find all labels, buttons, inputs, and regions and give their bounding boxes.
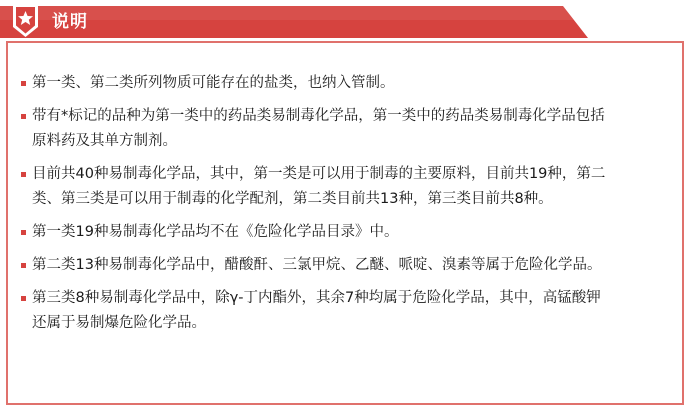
note-text: 第二类13种易制毒化学品中，醋酸酐、三氯甲烷、乙醚、哌啶、溴素等属于危险化学品。 <box>32 257 602 273</box>
note-item <box>21 71 611 96</box>
bullet-icon <box>21 81 26 86</box>
note-text: 目前共40种易制毒化学品，其中，第一类是可以用于制毒的主要原料，目前共19种，第二类、第三类是可以用于制毒的化学配剂，第二类目前共13种，第三类目前共8种。 <box>32 166 606 207</box>
bullet-icon <box>21 296 26 301</box>
bullet-icon <box>21 230 26 235</box>
notes-list <box>21 71 611 344</box>
bullet-icon <box>21 114 26 119</box>
header-title: 说明 <box>52 12 88 32</box>
note-text: 第三类8种易制毒化学品中，除γ-丁内酯外，其余7种均属于危险化学品，其中，高锰酸钾还属于易制爆危险化学品。 <box>32 290 601 331</box>
shield-badge-icon <box>11 3 40 38</box>
note-item <box>21 104 611 154</box>
section-header <box>0 6 588 38</box>
note-text: 第一类、第二类所列物质可能存在的盐类，也纳入管制。 <box>32 75 395 91</box>
note-item <box>21 220 611 245</box>
note-item <box>21 253 611 278</box>
note-text: 带有*标记的品种为第一类中的药品类易制毒化学品，第一类中的药品类易制毒化学品包括原料药及其单方制剂。 <box>32 108 605 149</box>
header-bar <box>0 6 588 38</box>
note-item <box>21 162 611 212</box>
bullet-icon <box>21 172 26 177</box>
notes-panel <box>6 41 684 405</box>
note-item <box>21 286 611 336</box>
bullet-icon <box>21 263 26 268</box>
note-text: 第一类19种易制毒化学品均不在《危险化学品目录》中。 <box>32 224 399 240</box>
